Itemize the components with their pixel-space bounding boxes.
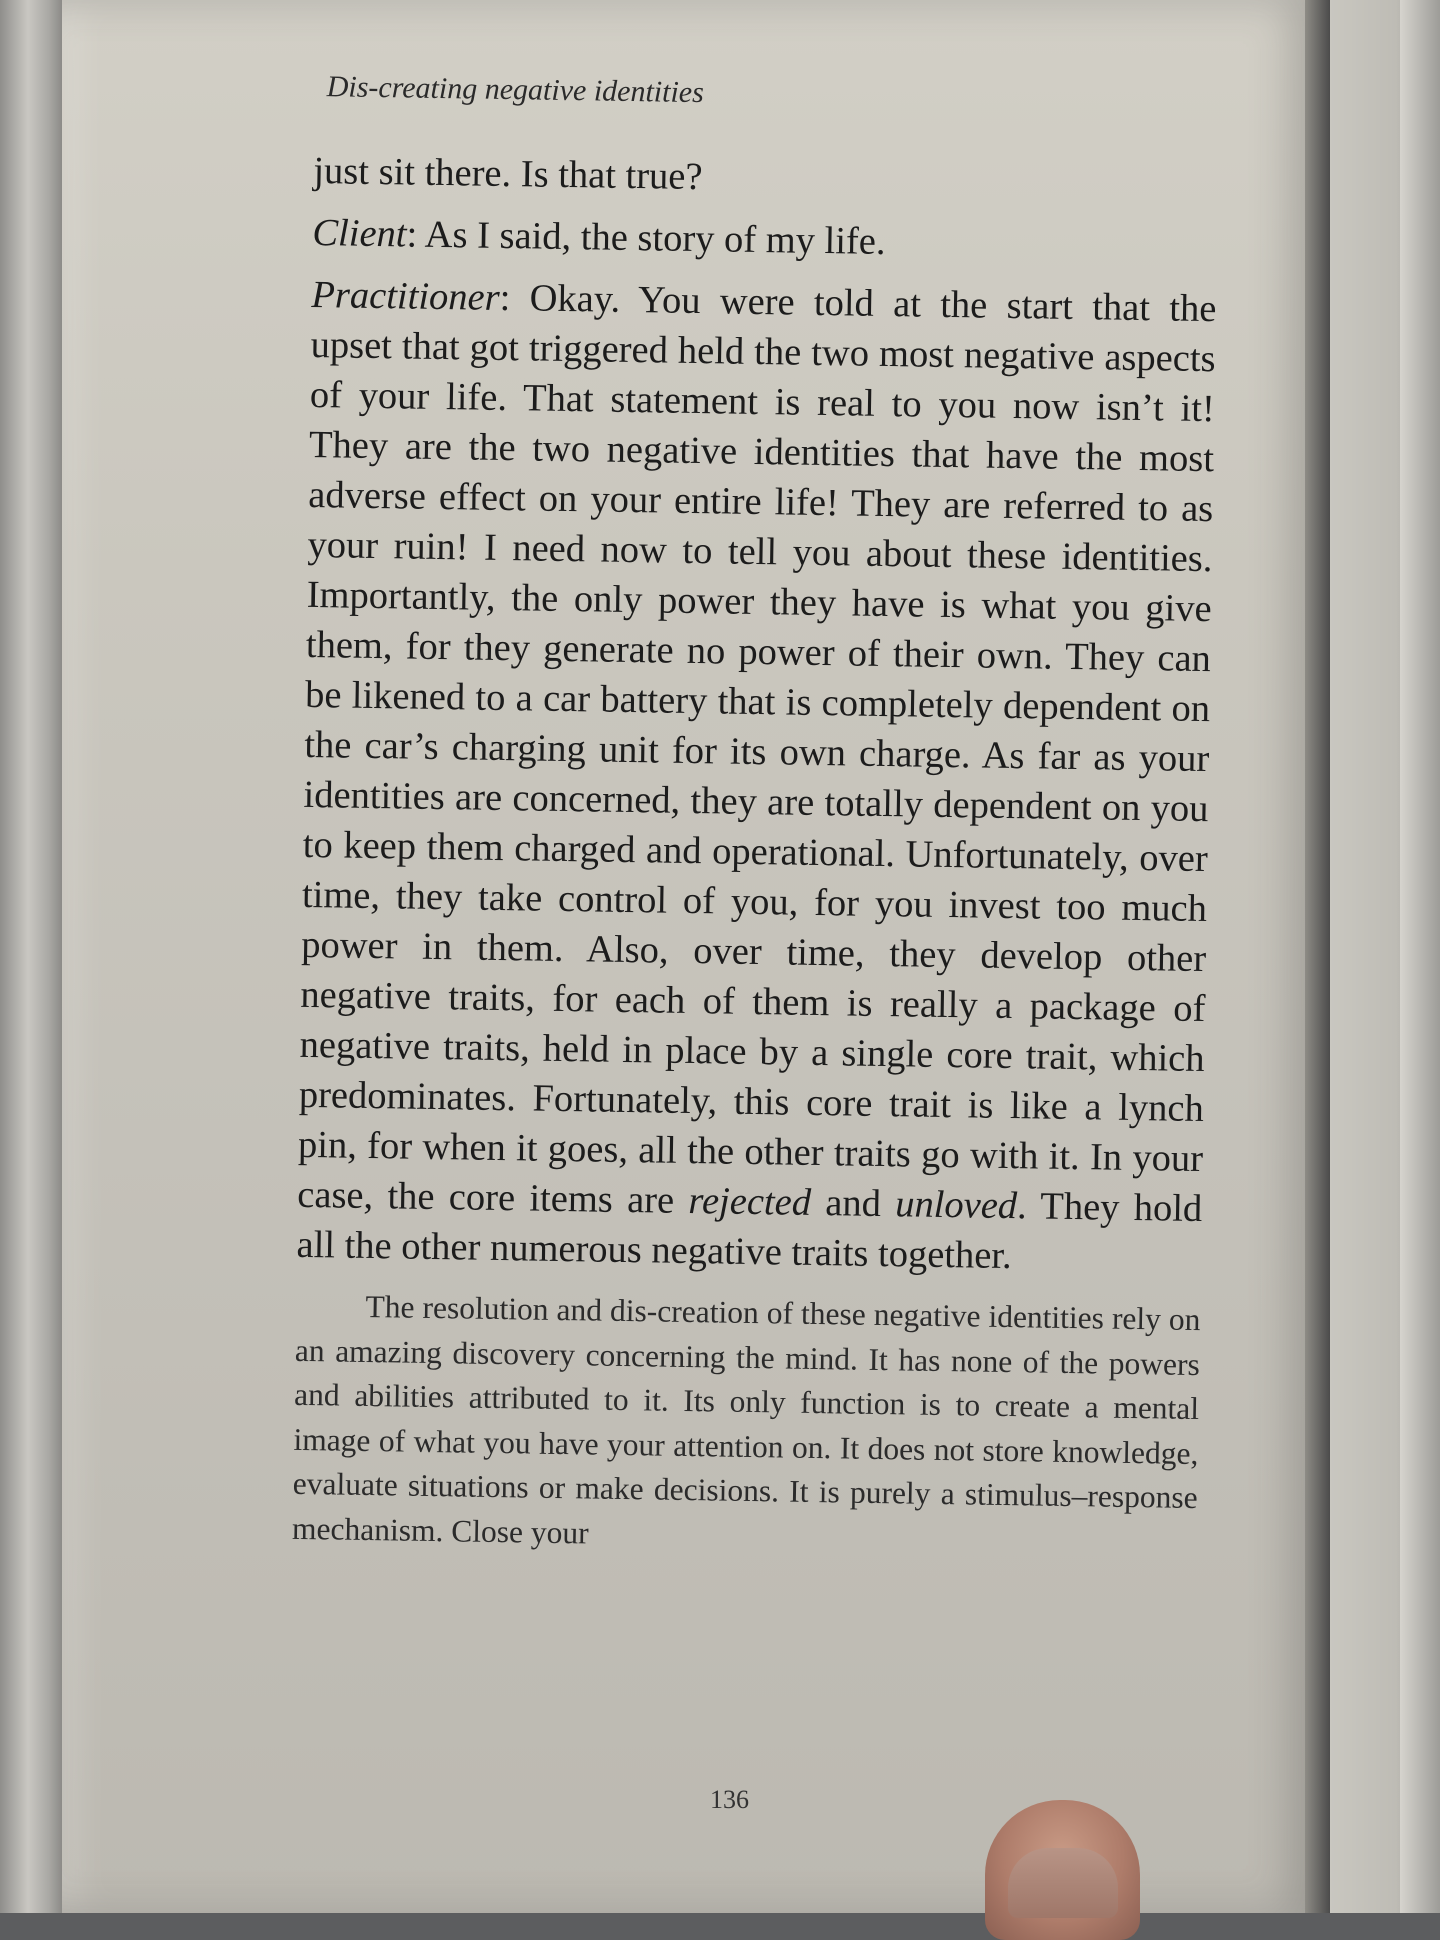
line-top-text: just sit there. Is that true?	[313, 149, 703, 199]
client-speaker: Client	[312, 211, 407, 256]
client-text: : As I said, the story of my life.	[406, 213, 886, 263]
client-line	[312, 208, 1218, 272]
practitioner-text: : Okay. You were told at the start that the upset that got triggered held the two most negative aspects of your life. That statement is real to you now isn’t it! They are the two negative identities that have the most adverse effect on your entire life! They are referred to as your ruin! I need now to tell you about these identities. Importantly, the only power they have is what you give them, for they generate no power of their own. They can be likened to a car battery that is completely dependent on the car’s charging unit for its own charge. As far as your identities are concerned, they are totally dependent on you to keep them charged and operational. Unfortunately, over time, they take control of you, for you invest too much power in them. Also, over time, they develop other negative traits, for each of them is really a package of negative traits, held in place by a single core trait, which predominates. Fortunately, this core trait is like a lynch pin, for when it goes, all the other traits go with it. In your case, the core items are	[296, 276, 1217, 1223]
practitioner-paragraph	[296, 270, 1217, 1284]
page-content	[291, 70, 1220, 1597]
line-top	[313, 146, 1219, 210]
practitioner-and: and	[810, 1181, 896, 1226]
left-page-edge	[0, 0, 70, 1913]
emphasis-rejected: rejected	[688, 1180, 812, 1224]
running-head: Dis-creating negative identities	[326, 70, 705, 110]
page-number: 136	[710, 1785, 749, 1814]
thumbnail	[1008, 1848, 1118, 1918]
emphasis-unloved: unloved	[894, 1183, 1018, 1228]
practitioner-text-end: . They hold all the other numerous negative traits together.	[296, 1185, 1203, 1278]
practitioner-speaker: Practitioner	[311, 273, 500, 319]
body-paragraph: The resolution and dis-creation of these negative identities rely on an amazing discovery concerning the mind. It has none of the powers and abilities attributed to it. Its only function is to create a mental image of what you have your attention on. It does not store knowledge, evaluate situations or make decisions. It is purely a stimulus–response mechanism. Close your	[291, 1288, 1201, 1550]
right-page-edge	[1400, 0, 1440, 1913]
